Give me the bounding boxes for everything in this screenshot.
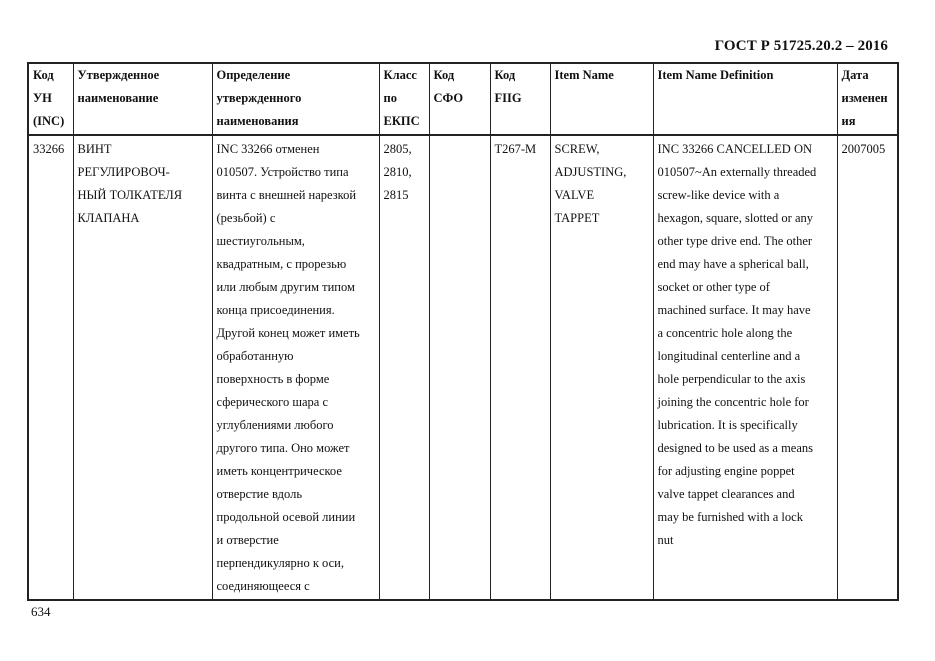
- cell-line: end may have a spherical ball,: [657, 257, 809, 271]
- cell-line: винта с внешней нарезкой: [216, 188, 357, 202]
- cell-line: НЫЙ ТОЛКАТЕЛЯ: [77, 188, 183, 202]
- cell-line: перпендикулярно к оси,: [216, 556, 344, 570]
- cell-line: 010507~An externally threaded: [657, 165, 817, 179]
- cell-line: изменен: [841, 91, 888, 105]
- cell-line: ЕКПС: [383, 114, 420, 128]
- header-fiig-code: [490, 63, 550, 135]
- cell-ekps-class: [379, 135, 429, 600]
- header-approved-name: [73, 63, 212, 135]
- cell-line: иметь концентрическое: [216, 464, 342, 478]
- cell-line: 010507. Устройство типа: [216, 165, 349, 179]
- cell-line: утвержденного: [216, 91, 302, 105]
- cell-approved-name: [73, 135, 212, 600]
- cell-line: РЕГУЛИРОВОЧ-: [77, 165, 170, 179]
- cell-line: и отверстие: [216, 533, 279, 547]
- cell-line: Код: [494, 68, 516, 82]
- cell-line: longitudinal centerline and a: [657, 349, 801, 363]
- cell-definition-ru: [212, 135, 379, 600]
- cell-line: по: [383, 91, 397, 105]
- cell-line: 2007005: [841, 142, 886, 156]
- cell-line: 2805,: [383, 142, 412, 156]
- standard-designation: ГОСТ Р 51725.20.2 – 2016: [714, 38, 888, 54]
- cell-line: Код: [33, 68, 54, 82]
- cell-line: 33266: [33, 142, 65, 156]
- cell-line: КЛАПАНА: [77, 211, 140, 225]
- cell-line: for adjusting engine poppet: [657, 464, 795, 478]
- cell-line: Класс: [383, 68, 417, 82]
- cell-line: обработанную: [216, 349, 294, 363]
- cell-line: socket or other type of: [657, 280, 770, 294]
- header-definition-ru: [212, 63, 379, 135]
- cell-line: ADJUSTING,: [554, 165, 627, 179]
- cell-line: VALVE: [554, 188, 595, 202]
- cell-line: продольной осевой линии: [216, 510, 356, 524]
- cell-line: УН: [33, 91, 52, 105]
- cell-line: соединяющееся с: [216, 579, 310, 593]
- cell-line: valve tappet clearances and: [657, 487, 795, 501]
- cell-line: отверстие вдоль: [216, 487, 303, 501]
- cell-line: 2815: [383, 188, 409, 202]
- cell-line: Item Name: [554, 68, 614, 82]
- cell-line: поверхность в форме: [216, 372, 330, 386]
- cell-line: (резьбой) с: [216, 211, 276, 225]
- cell-line: TAPPET: [554, 211, 600, 225]
- cell-line: joining the concentric hole for: [657, 395, 809, 409]
- cell-line: a concentric hole along the: [657, 326, 793, 340]
- cell-line: сферического шара с: [216, 395, 329, 409]
- cell-line: SCREW,: [554, 142, 600, 156]
- cell-line: T267-M: [494, 142, 537, 156]
- cell-line: Утвержденное: [77, 68, 160, 82]
- cell-line: nut: [657, 533, 674, 547]
- page-number: 634: [31, 604, 51, 619]
- cell-change-date: [837, 135, 898, 600]
- cell-line: Item Name Definition: [657, 68, 774, 82]
- cell-line: конца присоединения.: [216, 303, 335, 317]
- catalog-table: [27, 62, 899, 601]
- header-ekps-class: [379, 63, 429, 135]
- cell-line: other type drive end. The other: [657, 234, 813, 248]
- cell-line: Определение: [216, 68, 291, 82]
- cell-line: (INC): [33, 114, 65, 128]
- cell-line: screw-like device with a: [657, 188, 780, 202]
- cell-line: другого типа. Оно может: [216, 441, 350, 455]
- cell-line: СФО: [433, 91, 464, 105]
- cell-line: ия: [841, 114, 856, 128]
- cell-sfo-code: [429, 135, 490, 600]
- cell-line: designed to be used as a means: [657, 441, 814, 455]
- cell-line: machined surface. It may have: [657, 303, 811, 317]
- header-change-date: [837, 63, 898, 135]
- cell-line: квадратным, с прорезью: [216, 257, 347, 271]
- cell-line: наименования: [216, 114, 299, 128]
- table-row: [28, 135, 898, 600]
- cell-line: шестиугольным,: [216, 234, 305, 248]
- cell-line: 2810,: [383, 165, 412, 179]
- cell-line: или любым другим типом: [216, 280, 355, 294]
- cell-item-name: [550, 135, 653, 600]
- cell-fiig-code: [490, 135, 550, 600]
- header-sfo-code: [429, 63, 490, 135]
- cell-line: may be furnished with a lock: [657, 510, 803, 524]
- header-item-name-definition: [653, 63, 837, 135]
- cell-line: FIIG: [494, 91, 522, 105]
- header-item-name: [550, 63, 653, 135]
- table-header-row: [28, 63, 898, 135]
- header-inc: [28, 63, 73, 135]
- cell-line: ВИНТ: [77, 142, 112, 156]
- cell-line: INC 33266 CANCELLED ON: [657, 142, 813, 156]
- cell-line: hole perpendicular to the axis: [657, 372, 806, 386]
- cell-line: Дата: [841, 68, 869, 82]
- cell-line: наименование: [77, 91, 159, 105]
- cell-line: lubrication. It is specifically: [657, 418, 798, 432]
- cell-item-name-definition: [653, 135, 837, 600]
- cell-line: углублениями любого: [216, 418, 334, 432]
- cell-line: INC 33266 отменен: [216, 142, 320, 156]
- cell-inc: [28, 135, 73, 600]
- cell-line: Другой конец может иметь: [216, 326, 360, 340]
- cell-line: hexagon, square, slotted or any: [657, 211, 814, 225]
- cell-line: Код: [433, 68, 455, 82]
